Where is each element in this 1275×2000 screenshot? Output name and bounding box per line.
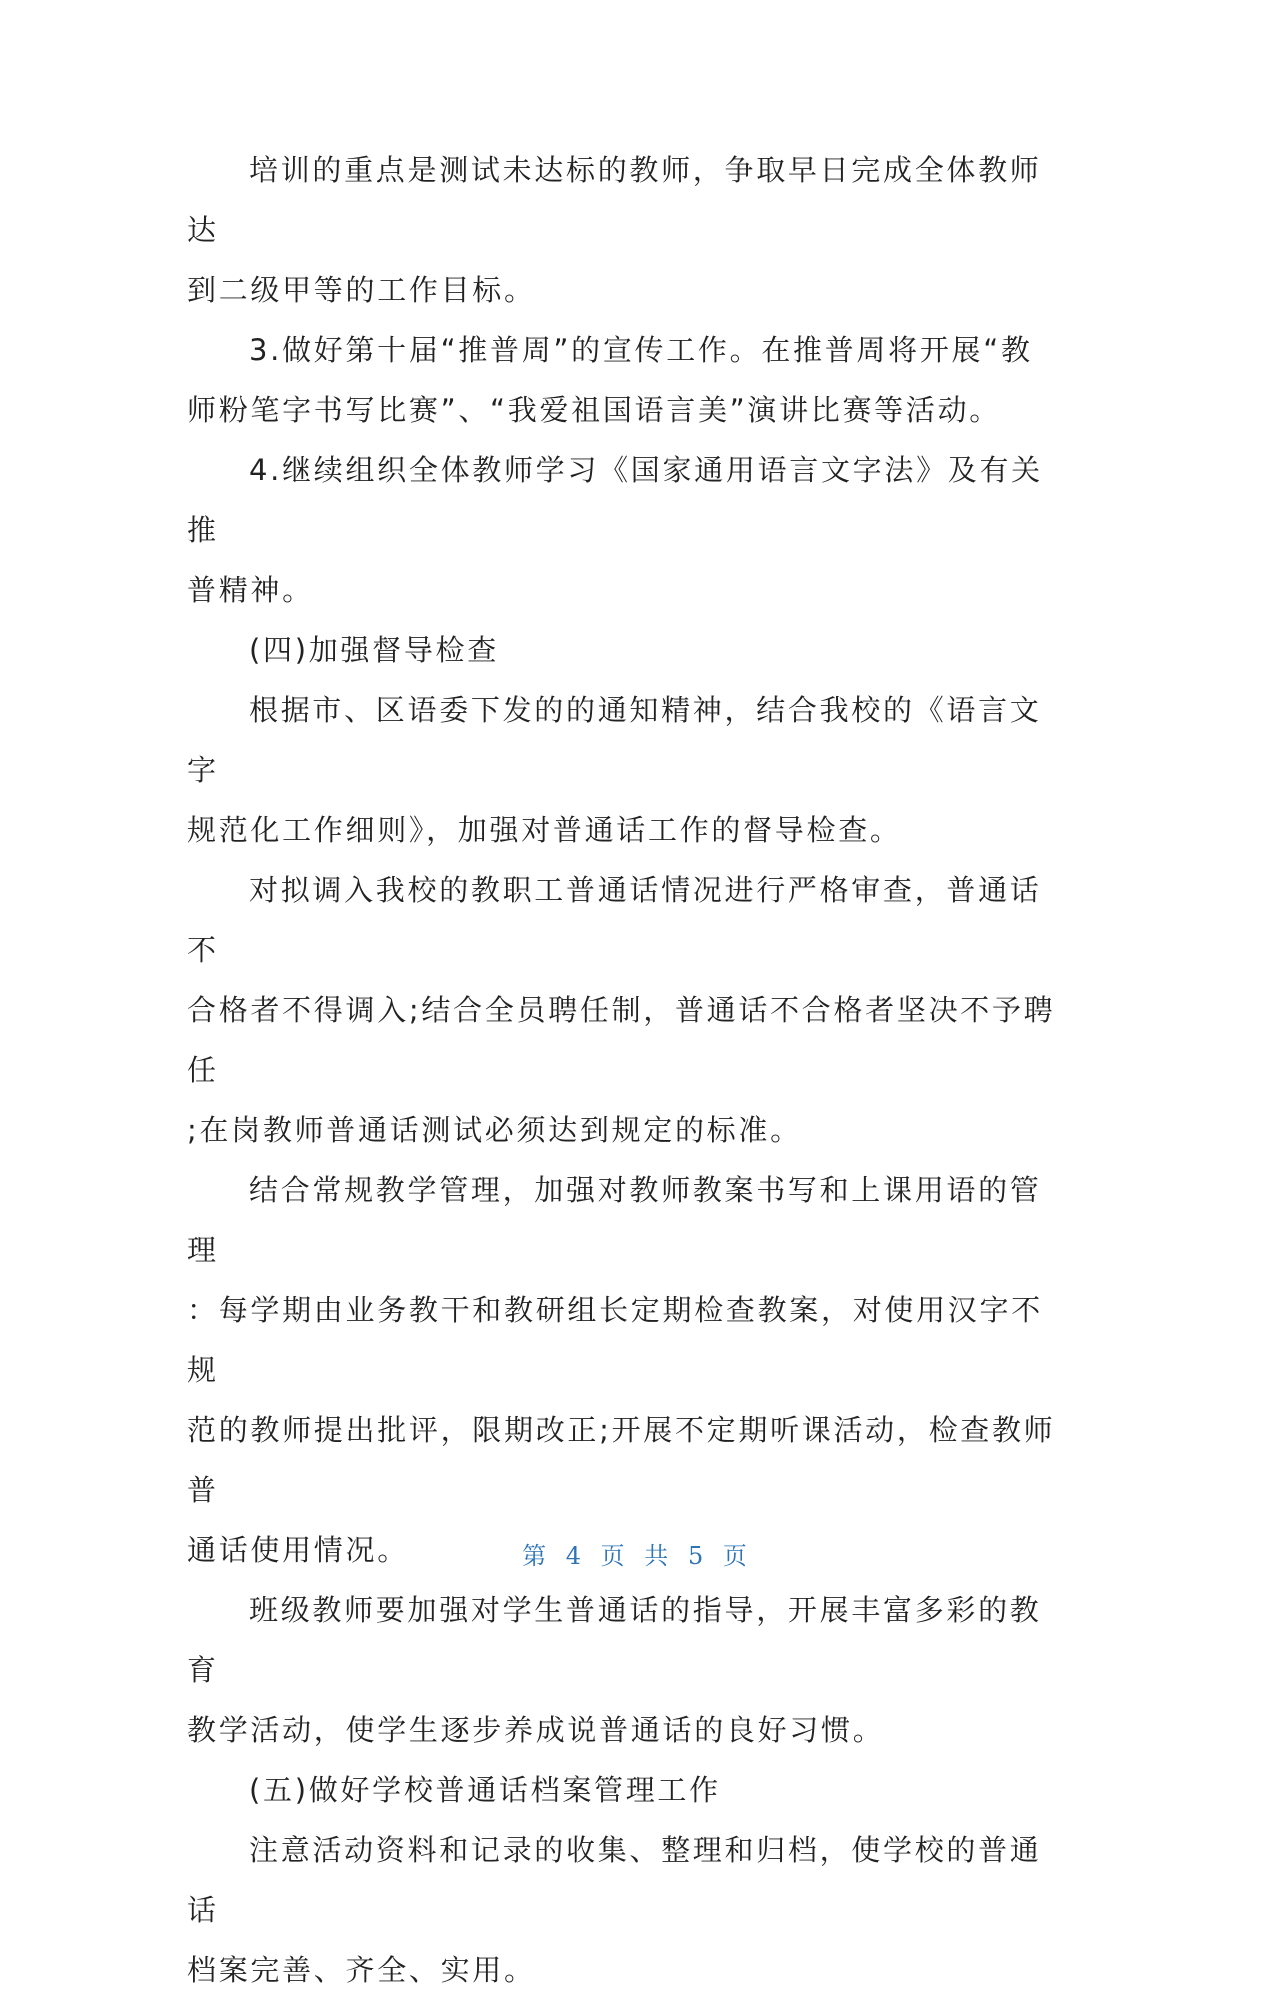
paragraph-item-3 bbox=[187, 320, 1067, 440]
section-heading-5 bbox=[187, 1760, 1067, 1820]
paragraph-line: 根据市、区语委下发的的通知精神，结合我校的《语言文字 bbox=[187, 693, 1042, 787]
paragraph-line: 普精神。 bbox=[187, 573, 314, 607]
section-heading-4 bbox=[187, 620, 1067, 680]
paragraph-line: 档案完善、齐全、实用。 bbox=[187, 1953, 536, 1987]
paragraph-line: 培训的重点是测试未达标的教师，争取早日完成全体教师达 bbox=[187, 153, 1042, 247]
paragraph-line: 通话使用情况。 bbox=[187, 1533, 409, 1567]
paragraph-supervision bbox=[187, 680, 1067, 860]
paragraph-class-teachers bbox=[187, 1580, 1067, 1760]
paragraph-item-4 bbox=[187, 440, 1067, 620]
section-heading-text: (四)加强督导检查 bbox=[249, 633, 499, 667]
page-number-footer: 第 4 页 共 5 页 bbox=[522, 1542, 753, 1570]
paragraph-line: 到二级甲等的工作目标。 bbox=[187, 273, 536, 307]
paragraph-line: ;在岗教师普通话测试必须达到规定的标准。 bbox=[187, 1113, 802, 1147]
section-heading-text: (五)做好学校普通话档案管理工作 bbox=[249, 1773, 721, 1807]
paragraph-line: 合格者不得调入;结合全员聘任制，普通话不合格者坚决不予聘任 bbox=[187, 993, 1056, 1087]
paragraph-line: ：每学期由业务教干和教研组长定期检查教案，对使用汉字不规 bbox=[187, 1293, 1043, 1387]
paragraph-staff-review bbox=[187, 860, 1067, 1160]
paragraph-teaching-management bbox=[187, 1160, 1067, 1580]
paragraph-line: 教学活动，使学生逐步养成说普通话的良好习惯。 bbox=[187, 1713, 885, 1747]
paragraph-line: 4.继续组织全体教师学习《国家通用语言文字法》及有关推 bbox=[187, 453, 1043, 547]
paragraph-line: 注意活动资料和记录的收集、整理和归档，使学校的普通话 bbox=[187, 1833, 1042, 1927]
paragraph-line: 规范化工作细则》，加强对普通话工作的督导检查。 bbox=[187, 813, 902, 847]
paragraph-line: 师粉笔字书写比赛”、“我爱祖国语言美”演讲比赛等活动。 bbox=[187, 393, 1001, 427]
document-body bbox=[187, 140, 1067, 2000]
paragraph-training-focus bbox=[187, 140, 1067, 320]
paragraph-line: 对拟调入我校的教职工普通话情况进行严格审查，普通话不 bbox=[187, 873, 1042, 967]
paragraph-line: 3.做好第十届“推普周”的宣传工作。在推普周将开展“教 bbox=[249, 333, 1033, 367]
paragraph-line: 结合常规教学管理，加强对教师教案书写和上课用语的管理 bbox=[187, 1173, 1042, 1267]
paragraph-archives bbox=[187, 1820, 1067, 2000]
paragraph-line: 班级教师要加强对学生普通话的指导，开展丰富多彩的教育 bbox=[187, 1593, 1042, 1687]
paragraph-line: 范的教师提出批评，限期改正;开展不定期听课活动，检查教师普 bbox=[187, 1413, 1056, 1507]
